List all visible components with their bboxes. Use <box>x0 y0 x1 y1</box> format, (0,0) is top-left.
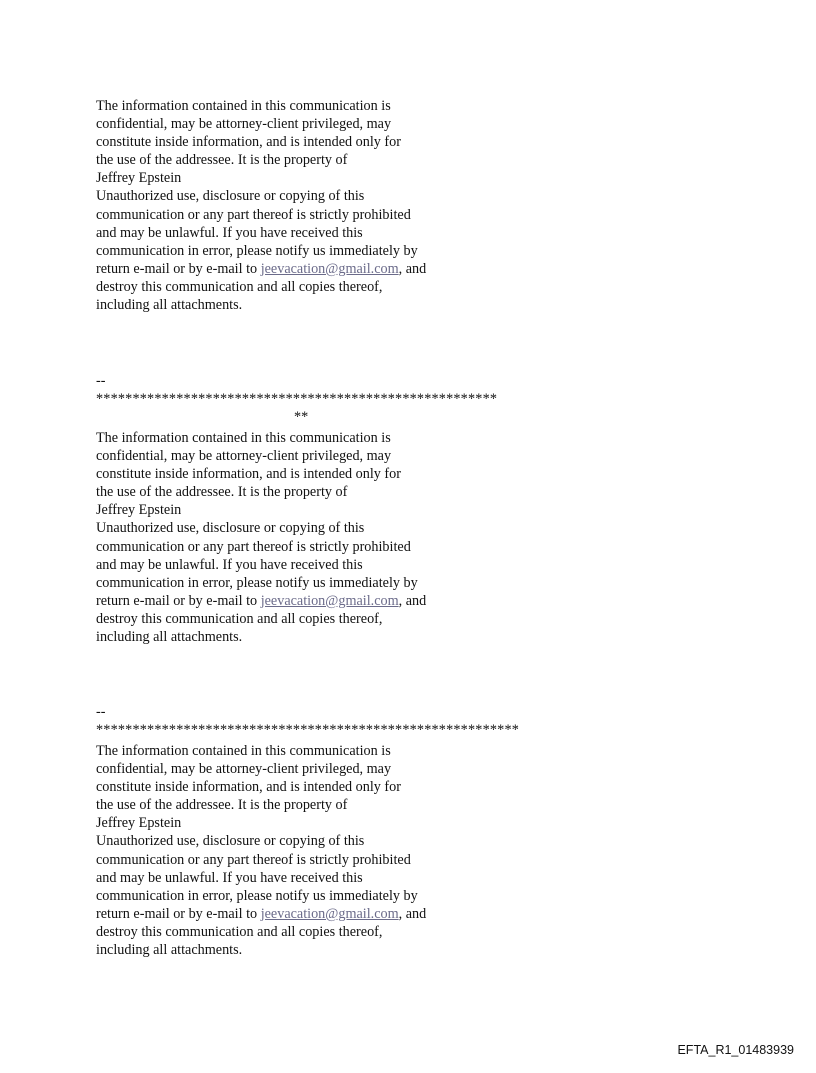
disclaimer-line: communication in error, please notify us immediately by <box>96 242 418 259</box>
disclaimer-block-1 <box>96 97 616 314</box>
disclaimer-line: Unauthorized use, disclosure or copying of this <box>96 188 365 205</box>
disclaimer-line: including all attachments. <box>96 629 243 646</box>
disclaimer-line: confidential, may be attorney-client privileged, may <box>96 761 392 778</box>
disclaimer-text: return e-mail or by e-mail to <box>96 905 261 922</box>
disclaimer-line: Unauthorized use, disclosure or copying of this <box>96 520 365 537</box>
disclaimer-line: constitute inside information, and is intended only for <box>96 779 401 796</box>
disclaimer-line: destroy this communication and all copies thereof, <box>96 278 383 295</box>
disclaimer-line: Jeffrey Epstein <box>96 815 182 832</box>
disclaimer-block-3 <box>96 742 616 959</box>
disclaimer-line: The information contained in this communication is <box>96 98 391 114</box>
disclaimer-text: return e-mail or by e-mail to <box>96 592 261 609</box>
disclaimer-line: including all attachments. <box>96 942 243 959</box>
disclaimer-line: communication or any part thereof is strictly prohibited <box>96 206 411 223</box>
disclaimer-line: Jeffrey Epstein <box>96 170 182 187</box>
disclaimer-line: constitute inside information, and is intended only for <box>96 466 401 483</box>
asterisk-separator: ******************************************************* <box>96 391 498 407</box>
disclaimer-line: and may be unlawful. If you have received this <box>96 556 363 573</box>
disclaimer-line: the use of the addressee. It is the property of <box>96 152 348 169</box>
disclaimer-text: , and <box>398 905 427 922</box>
disclaimer-line: confidential, may be attorney-client privileged, may <box>96 116 392 133</box>
email-link[interactable]: jeevacation@gmail.com <box>260 592 399 609</box>
disclaimer-text: , and <box>398 260 427 277</box>
disclaimer-line: Unauthorized use, disclosure or copying of this <box>96 833 365 850</box>
disclaimer-line: destroy this communication and all copies thereof, <box>96 610 383 627</box>
signature-dash: -- <box>96 373 106 389</box>
disclaimer-line: communication or any part thereof is strictly prohibited <box>96 538 411 555</box>
disclaimer-line: communication in error, please notify us immediately by <box>96 574 418 591</box>
signature-dash: -- <box>96 704 106 720</box>
asterisk-separator-tail: ** <box>294 409 309 425</box>
disclaimer-line: communication in error, please notify us immediately by <box>96 887 418 904</box>
disclaimer-line: The information contained in this communication is <box>96 430 391 446</box>
disclaimer-line: constitute inside information, and is intended only for <box>96 134 401 151</box>
disclaimer-line: and may be unlawful. If you have received this <box>96 224 363 241</box>
disclaimer-line: the use of the addressee. It is the property of <box>96 484 348 501</box>
disclaimer-block-2 <box>96 429 616 646</box>
disclaimer-text: , and <box>398 592 427 609</box>
disclaimer-line: confidential, may be attorney-client privileged, may <box>96 448 392 465</box>
disclaimer-line: Jeffrey Epstein <box>96 502 182 519</box>
disclaimer-line: including all attachments. <box>96 297 243 314</box>
disclaimer-line: the use of the addressee. It is the property of <box>96 797 348 814</box>
disclaimer-line <box>96 260 616 278</box>
email-link[interactable]: jeevacation@gmail.com <box>260 905 399 922</box>
disclaimer-line <box>96 905 616 923</box>
disclaimer-line: communication or any part thereof is strictly prohibited <box>96 851 411 868</box>
disclaimer-line: The information contained in this communication is <box>96 743 391 759</box>
document-id: EFTA_R1_01483939 <box>677 1043 794 1057</box>
disclaimer-line: and may be unlawful. If you have received this <box>96 869 363 886</box>
email-link[interactable]: jeevacation@gmail.com <box>260 260 399 277</box>
disclaimer-line <box>96 592 616 610</box>
disclaimer-text: return e-mail or by e-mail to <box>96 260 261 277</box>
asterisk-separator: ********************************************************** <box>96 722 520 738</box>
disclaimer-line: destroy this communication and all copies thereof, <box>96 923 383 940</box>
